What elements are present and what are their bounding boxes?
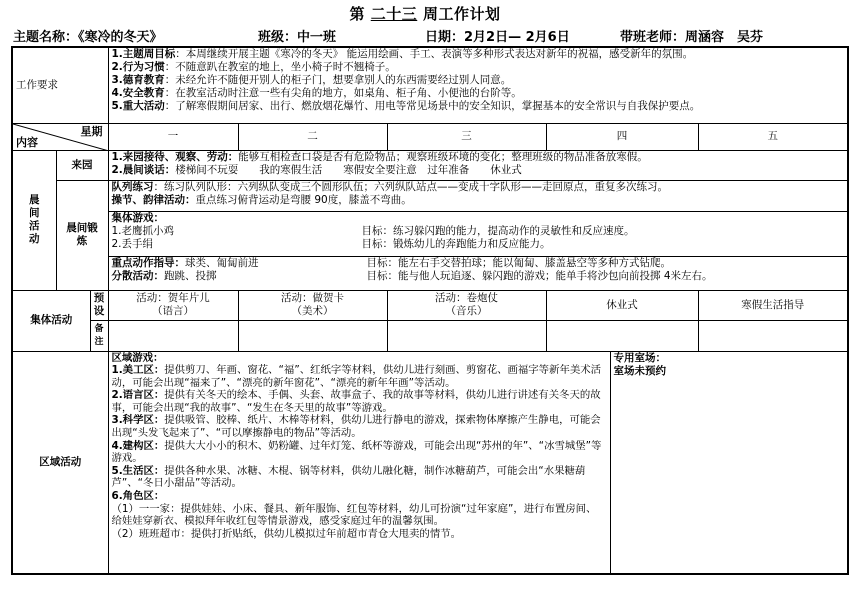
- work-req-item: 1.主题周目标：本周继续开展主题《寒冷的冬天》 能运用绘画、手工、表演等多种形式表达对新年的祝福，感受新年的氛围。: [111, 48, 694, 60]
- work-req-row: [12, 47, 848, 123]
- note-cell: [238, 320, 387, 351]
- work-req-item: 4.安全教育：在教室活动时注意一些有尖角的地方，如桌角、柜子角、小便池的台阶等。: [111, 87, 522, 99]
- exercise-queue: 队列练习：练习队列队形：六列纵队变成三个圆形队伍；六列纵队站点——变成十字队形——走回原点，重复多次练习。 操节、韵律活动：重点练习俯背运动是弯腰 90度，膝盖不弯曲。: [108, 180, 848, 211]
- class-info: [258, 26, 336, 44]
- note-cell: [546, 320, 698, 351]
- class-value: 中一班: [297, 30, 337, 45]
- exercise-label: 晨间锻炼: [56, 180, 108, 290]
- exercise-key: 重点动作指导：球类、匍匐前进 目标：能左右手交替拍球；能以匍匐、膝盖悬空等多种方式钻爬。 分散活动：跑跳、投掷 目标：能与他人玩追逐、躲闪跑的游戏；能单手将沙包向前投掷 4米左右。: [108, 256, 848, 290]
- day-wednesday: 三: [387, 123, 546, 150]
- special-room: [610, 351, 848, 574]
- area-role-1: （1）一一家：提供娃娃、小床、餐具、新年服饰、红包等材料，幼儿可扮演“过年家庭”，进行布置房间、给娃娃穿新衣、模拟拜年收红包等情景游戏，感受家庭过年的温馨氛围。: [111, 502, 597, 528]
- date-info: [425, 26, 570, 44]
- note-cell: [387, 320, 546, 351]
- title-suffix: 周工作计划: [422, 5, 501, 23]
- page-title: [0, 3, 850, 24]
- arrival-row: [12, 150, 848, 180]
- collective-note-row: [12, 320, 848, 351]
- collective-preset-row: [12, 290, 848, 320]
- plan-table: [11, 46, 849, 575]
- area-games: 区域游戏： 1.美工区：提供剪刀、年画、窗花、“福”、红纸字等材料，供幼儿进行刻画、剪窗花、画福字等新年美术活动，可能会出现“福来了”、“漂亮的新年窗花”、“漂亮的新年年画”等活动。 2.语言区：提供有关冬天的绘本、手偶、头套、故事盒子、我的故事等材料，供幼儿进行讲述有关冬天的故事，可能会出现“我的故事”、“发生在冬天里的故事”等游戏。 3.科学区：提供吸管、胶棒、纸片、木棒等材料，供幼儿进行静电的游戏，探索物体摩擦产生静电，可能会出现“头发飞起来了”、“可以摩擦静电的物品”等活动。 4.建构区：提供大大小小的积木、奶粉罐、过年灯笼、纸杯等游戏，可能会出现“苏州的年”、“冰雪城堡”等游戏。 5.生活区：提供各种水果、冰糖、木棍、锅等材料，供幼儿融化糖，制作冰糖葫芦，可能会出“水果糖葫芦”、“冬日小甜品”等活动。 6.角色区： （1）一一家：提供娃娃、小床、餐具、新年服饰、红包等材料，幼儿可扮演“过年家庭”，进行布置房间、给娃娃穿新衣、模拟拜年收红包等情景游戏，感受家庭过年的温馨氛围。 （2）班班超市：提供打折贴纸，供幼儿模拟过年前超市青仓大甩卖的情节。: [108, 351, 610, 574]
- area-language: 2.语言区：提供有关冬天的绘本、手偶、头套、故事盒子、我的故事等材料，供幼儿进行讲述有关冬天的故事，可能会出现“我的故事”、“发生在冬天里的故事”等游戏。: [111, 389, 601, 414]
- note-cell: [698, 320, 848, 351]
- area-science: 3.科学区：提供吸管、胶棒、纸片、木棒等材料，供幼儿进行静电的游戏，探索物体摩擦产生静电，可能会出现“头发飞起来了”、“可以摩擦静电的物品”等活动。: [111, 414, 601, 440]
- area-life: 5.生活区：提供各种水果、冰糖、木棍、锅等材料，供幼儿融化糖，制作冰糖葫芦，可能会出“水果糖葫芦”、“冬日小甜品”等活动。: [111, 464, 586, 490]
- theme-label: 主题名称：: [13, 30, 79, 45]
- title-prefix: 第: [349, 5, 365, 23]
- day-monday: 一: [108, 123, 238, 150]
- note-cell: [108, 320, 238, 351]
- exercise-row-games: [12, 211, 848, 256]
- collective-item: 活动：贺年片儿 （语言）: [108, 290, 238, 320]
- special-room-value: 室场未预约: [613, 364, 666, 377]
- day-friday: 五: [698, 123, 848, 150]
- collective-item: 寒假生活指导: [698, 290, 848, 320]
- area-role-2: （2）班班超市：提供打折贴纸，供幼儿模拟过年前超市青仓大甩卖的情节。: [111, 527, 461, 540]
- content-label: 内容: [16, 135, 38, 149]
- collective-item: 休业式: [546, 290, 698, 320]
- work-req-label: 工作要求: [12, 47, 108, 123]
- teacher-label: 带班老师：: [620, 30, 686, 45]
- title-week-number: 二十三: [370, 5, 418, 23]
- class-label: 班级：: [258, 30, 298, 45]
- exercise-row-key: [12, 256, 848, 290]
- work-req-item: 5.重大活动：了解寒假期间居家、出行、燃放烟花爆竹、用电等常见场景中的安全知识，掌握基本的安全常识与自我保护要点。: [111, 100, 701, 112]
- preset-label: 预设: [90, 290, 108, 320]
- exercise-games: 集体游戏： 1.老鹰抓小鸡 目标：练习躲闪跑的能力，提高动作的灵敏性和反应速度。 2.丢手绢 目标：锻炼幼儿的奔跑能力和反应能力。: [108, 211, 848, 256]
- arrival-line-1: 1.来园接待、观察、劳动：能够互相检查口袋是否有危险物品；观察班级环境的变化；整理班级的物品准备放寒假。: [111, 150, 648, 163]
- day-tuesday: 二: [238, 123, 387, 150]
- area-art: 1.美工区：提供剪刀、年画、窗花、“福”、红纸字等材料，供幼儿进行刻画、剪窗花、画福字等新年美术活动，可能会出现“福来了”、“漂亮的新年窗花”、“漂亮的新年年画”等活动。: [111, 364, 602, 389]
- collective-item: 活动：做贺卡 （美术）: [238, 290, 387, 320]
- week-header-row: [12, 123, 848, 150]
- arrival-line-2: 2.晨间谈话：楼梯间不玩耍 我的寒假生活 寒假安全要注意 过年准备 休业式: [111, 163, 522, 176]
- theme-value: 《寒冷的冬天》: [78, 30, 163, 45]
- work-req-item: 3.德育教育：未经允许不随便开别人的柜子门，想要拿别人的东西需要经过别人同意。: [111, 74, 512, 86]
- work-req-item: 2.行为习惯：不随意趴在教室的地上，坐小椅子时不翘椅子。: [111, 61, 396, 73]
- area-role-head: 6.角色区：: [111, 490, 165, 503]
- area-construction: 4.建构区：提供大大小小的积木、奶粉罐、过年灯笼、纸杯等游戏，可能会出现“苏州的年”、“冰雪城堡”等游戏。: [111, 439, 602, 465]
- note-label: 备注: [90, 320, 108, 351]
- week-content-corner: [12, 123, 108, 150]
- arrival-label: 来园: [56, 150, 108, 180]
- teacher-info: [620, 26, 763, 44]
- day-thursday: 四: [546, 123, 698, 150]
- morning-activity-label: 晨间活动: [12, 150, 56, 290]
- teacher-value: 周涵容 吴芬: [685, 30, 764, 45]
- work-req-content: [108, 47, 848, 123]
- theme-info: [13, 26, 163, 44]
- area-label: 区域活动: [12, 351, 108, 574]
- arrival-content: [108, 150, 848, 180]
- collective-item: 活动：卷炮仗 （音乐）: [387, 290, 546, 320]
- special-room-label: 专用室场：: [613, 351, 666, 364]
- exercise-row-queue: [12, 180, 848, 211]
- area-row: [12, 351, 848, 574]
- collective-label: 集体活动: [12, 290, 90, 351]
- week-label: 星期: [80, 124, 103, 138]
- date-label: 日期：: [425, 30, 465, 45]
- date-value: 2月2日— 2月6日: [464, 30, 570, 45]
